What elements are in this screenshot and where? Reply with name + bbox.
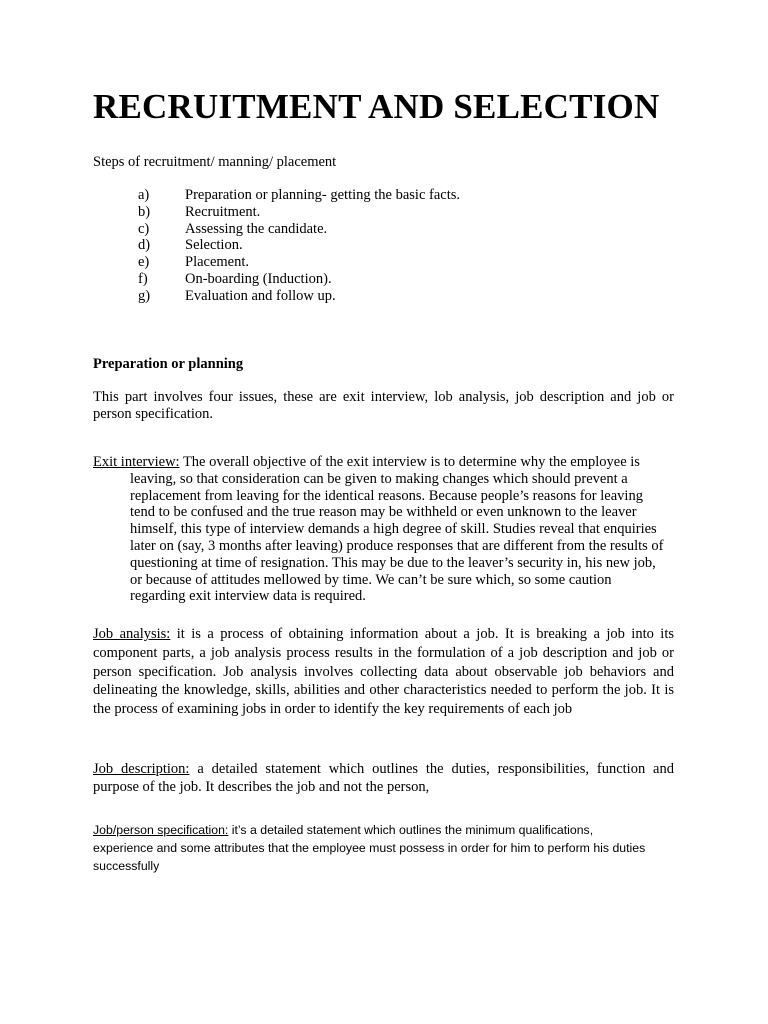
list-item [138,221,460,238]
list-item-text: Preparation or planning- getting the basic facts. [185,187,461,203]
exit-interview-paragraph [93,454,669,605]
page-title: RECRUITMENT AND SELECTION [93,87,660,126]
list-marker: f) [138,270,148,287]
job-description-text: a detailed statement which outlines the duties, responsibilities, function and purpose of the job. It describes the job and not the person, [93,761,674,795]
list-marker: a) [138,187,150,203]
job-analysis-paragraph [93,625,674,719]
list-item [138,254,460,271]
list-item-text: Assessing the candidate. [185,220,328,237]
list-item-text: On-boarding (Induction). [185,270,332,287]
job-description-paragraph [93,761,674,796]
exit-interview-term: Exit interview: [93,454,180,470]
list-item [138,271,460,288]
job-specification-term: Job/person specification: [93,823,229,837]
issues-paragraph: This part involves four issues, these are exit interview, lob analysis, job description and job or person specification. [93,389,674,422]
job-analysis-term: Job analysis: [93,626,171,642]
list-marker: b) [138,203,151,220]
list-marker: d) [138,237,151,254]
steps-list [138,187,460,305]
list-item-text: Placement. [185,254,250,271]
job-analysis-text: it is a process of obtaining information about a job. It is breaking a job into its component parts, a job analysis process results in the formulation of a job description and job or person specification. Job analysis involves collecting data about observable job behaviors and delineating the knowledge, skills, abilities and other characteristics needed to perform the job. It is the process of examining jobs in order to identify the key requirements of each job [93,626,674,718]
exit-interview-text: The overall objective of the exit interview is to determine why the employee is leaving, so that consideration can be given to making changes which should prevent a replacement from leaving for the identical reasons. Because people’s reasons for leaving tend to be confused and the true reason may be withheld or even unknown to the leaver himself, this type of interview demands a high degree of skill. Studies reveal that enquiries later on (say, 3 months after leaving) produce responses that are different from the results of questioning at time of resignation. This may be due to the leaver’s security in, his new job, or because of attitudes mellowed by time. We can’t be sure which, so some caution regarding exit interview data is required. [130,454,664,605]
list-item-text: Evaluation and follow up. [185,287,336,304]
list-item [138,204,460,221]
list-marker: c) [138,220,150,237]
section-heading: Preparation or planning [93,356,244,372]
list-item-text: Recruitment. [185,203,261,220]
steps-intro: Steps of recruitment/ manning/ placement [93,154,337,170]
job-specification-text: it’s a detailed statement which outlines the minimum qualifications, experience and some attributes that the employee must possess in order for him to perform his duties successfully [93,823,646,873]
job-description-term: Job description: [93,761,190,777]
list-item [138,288,460,305]
job-specification-paragraph [93,821,653,875]
list-item [138,187,460,204]
list-marker: e) [138,254,150,271]
list-item [138,237,460,254]
list-marker: g) [138,287,151,304]
list-item-text: Selection. [185,237,243,254]
